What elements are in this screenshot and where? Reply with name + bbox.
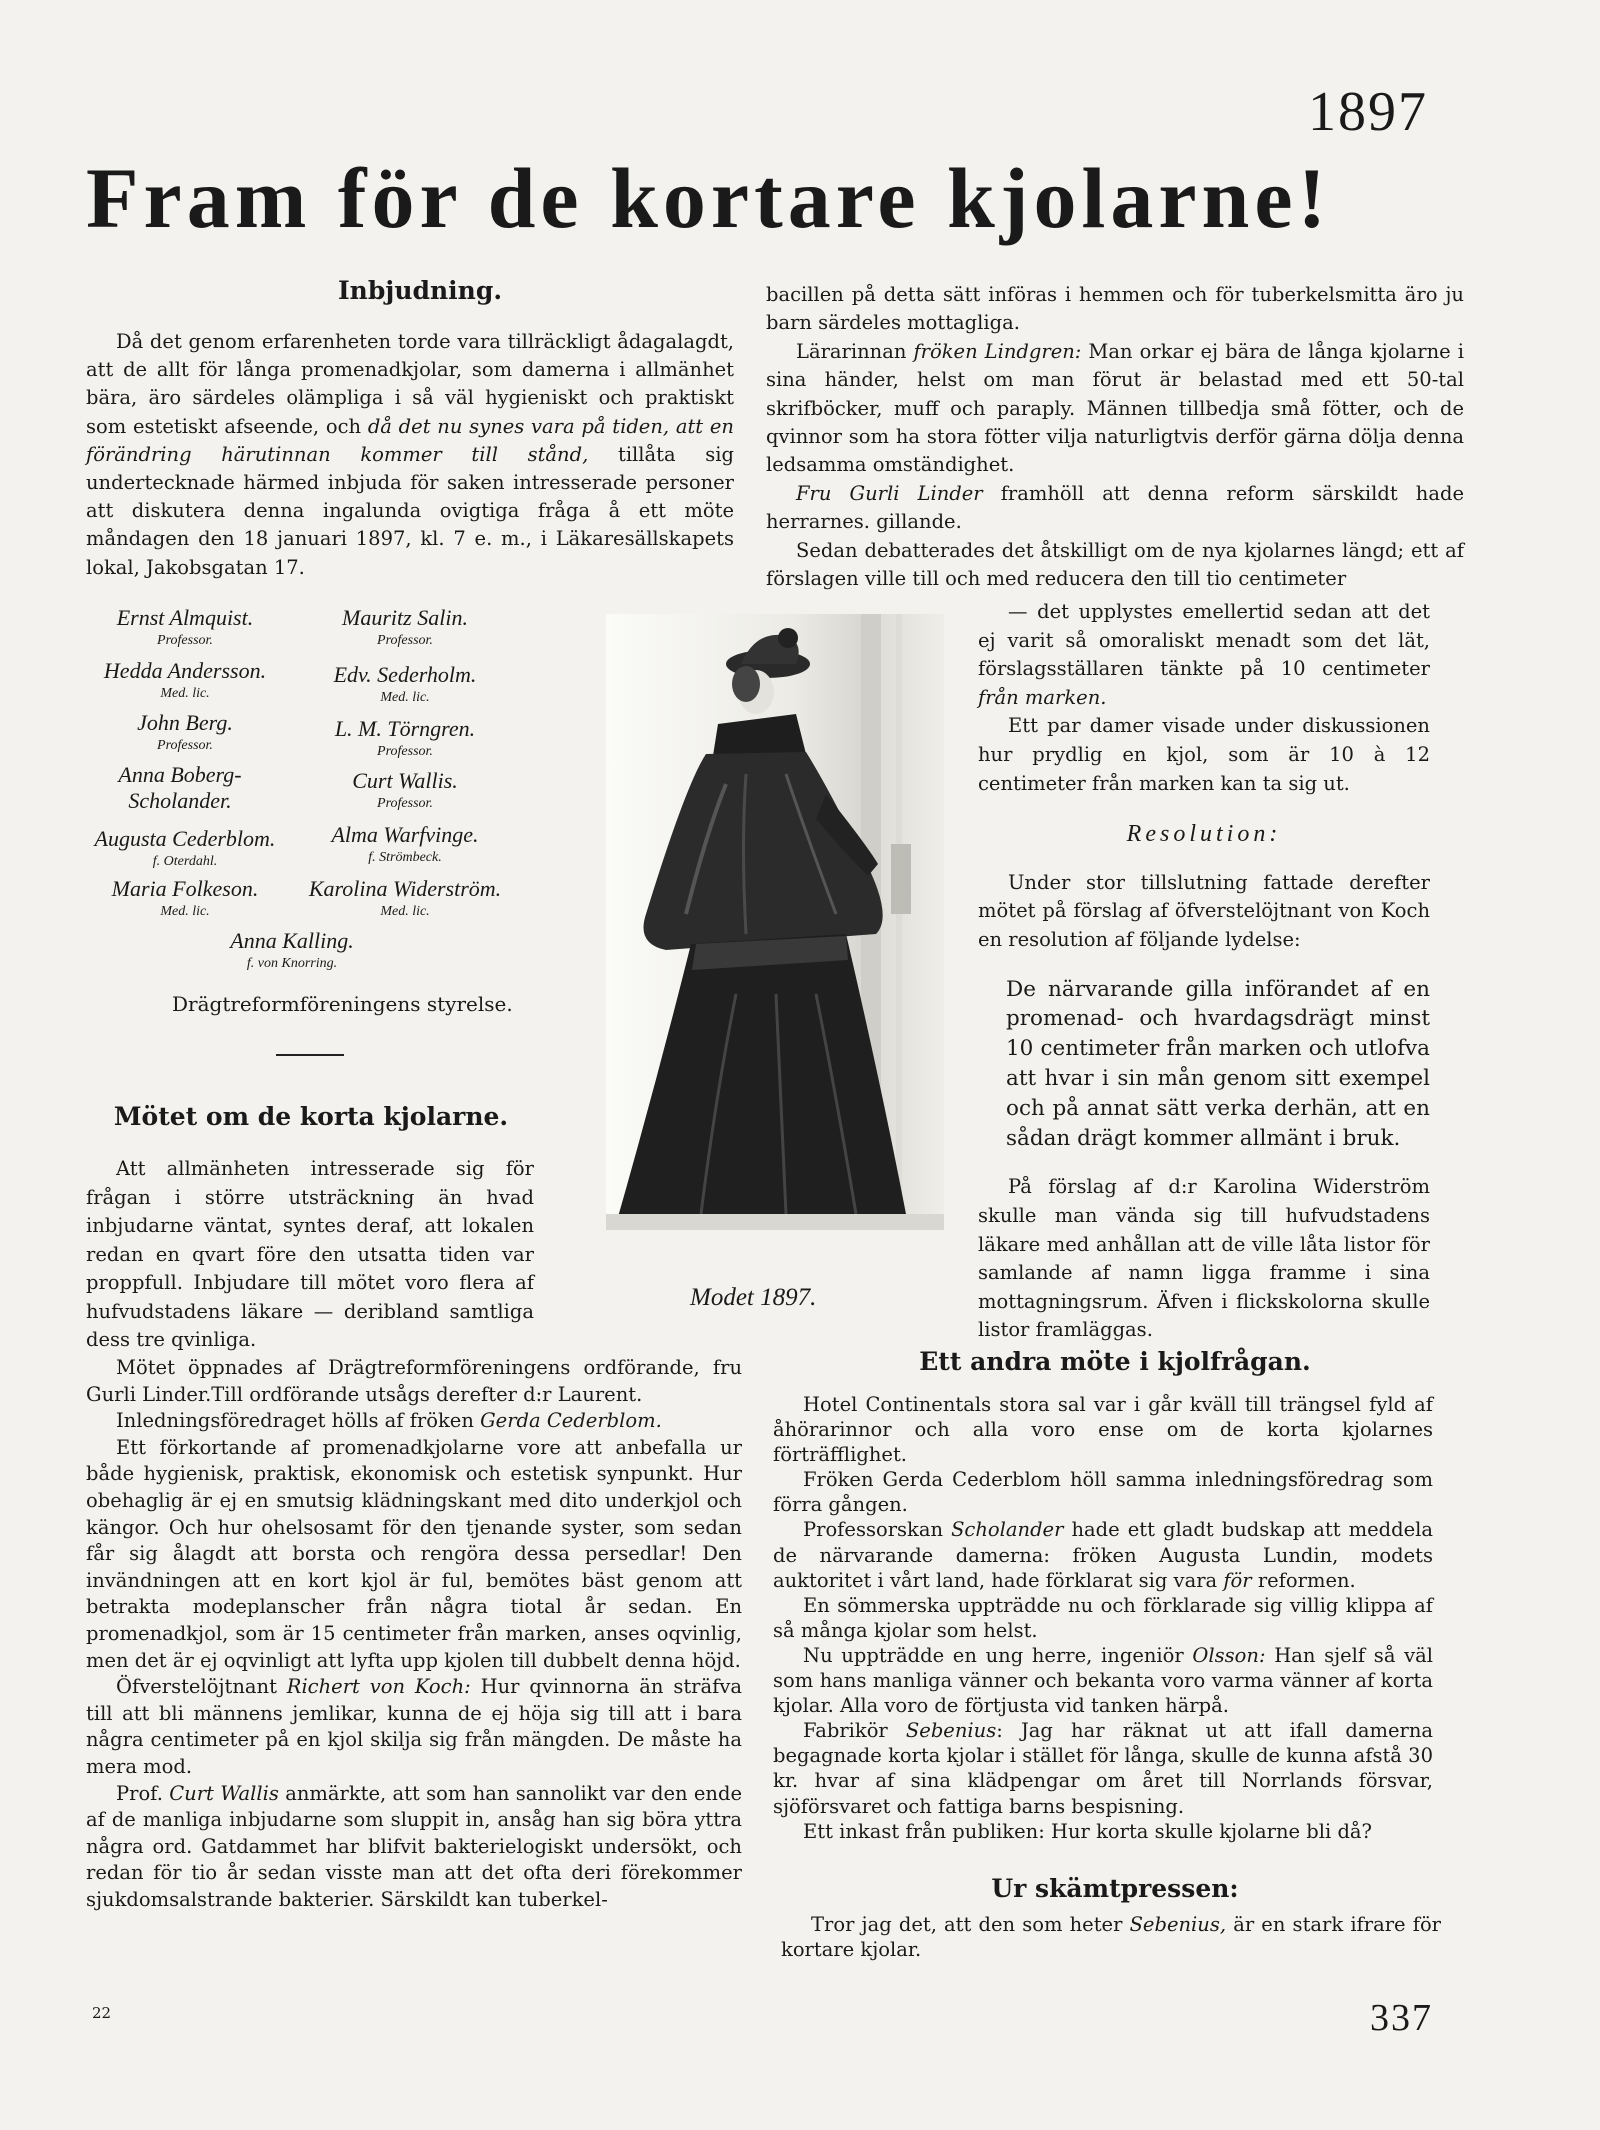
right-narrow	[978, 598, 1430, 1345]
meeting-wide	[86, 1355, 742, 1913]
second-p7: Ett inkast från publiken: Hur korta skulle kjolarne bli då?	[803, 1819, 1373, 1843]
right-p2: Lärarinnan fröken Lindgren: Man orkar ej bära de långa kjolarne i sina händer, helst om man förut är belastad med ett 50-tal skrifböcker, muff och paraply. Männen tillbedja små fötter, och de qvinnor som ha stora fötter vilja naturligtvis derför gärna dölja denna ledsamma omständighet.	[766, 339, 1464, 477]
meeting-p5: Öfverstelöjtnant Richert von Koch: Hur qvinnorna än sträfva till att bli männens jemlikar, kunna de ej höja sig till att i bara några centimeter på en kjol skilja sig från mängden. De måste ha mera mod.	[86, 1675, 742, 1778]
signatory: Maria Folkeson. Med. lic.	[111, 876, 259, 919]
signatory: Anna Boberg-Scholander.	[118, 762, 242, 813]
meeting-p6: Prof. Curt Wallis anmärkte, att som han sannolikt var den ende af de manliga inbjudarne som sluppit in, ansåg han sig böra yttra några ord. Gatdammet har blifvit bakterielogiskt undersökt, och redan för tio år sedan visste man att det ofta deri förekommer sjukdomsalstrande bakterier. Särskildt kan tuberkel-	[86, 1781, 743, 1911]
signatory: Augusta Cederblom. f. Oterdahl.	[94, 826, 276, 869]
right-top	[766, 281, 1464, 593]
meeting-narrow	[86, 1155, 534, 1355]
second-p2: Fröken Gerda Cederblom höll samma inledningsföredrag som förra gången.	[773, 1468, 1433, 1517]
second-p3: Professorskan Scholander hade ett gladt budskap att meddela de närvarande damerna: fröken Augusta Lundin, modets auktoritet i vårt land, hade förklarat sig vara för reformen.	[773, 1518, 1433, 1592]
signatory: John Berg. Professor.	[137, 710, 233, 753]
right-p3: Fru Gurli Linder framhöll att denna reform särskildt hade herrarnes. gillande.	[766, 481, 1465, 534]
second-meeting	[773, 1392, 1433, 1844]
invitation-text: Då det genom erfarenheten torde vara tillräckligt ådagalagdt, att de allt för långa promenadkjolar, som damerna i allmänhet bära, äro särdeles olämpliga i så väl hygieniskt och praktiskt som estetiskt afseende, och då det nu synes vara på tiden, att en förändring härutinnan kommer till stånd, tillåta sig undertecknade härmed inbjuda för saken intresserade personer att diskutera denna ingalunda ovigtiga fråga å ett möte måndagen den 18 januari 1897, kl. 7 e. m., i Läkaresällskapets lokal, Jakobsgatan 17.	[86, 330, 735, 579]
fashion-illustration	[606, 614, 944, 1230]
board-signature: Drägtreformföreningens styrelse.	[172, 992, 513, 1016]
right-p4-cont: — det upplystes emellertid sedan att det ej varit så omoraliskt menadt som det lät, förslagsställaren tänkte på 10 centimeter från marken.	[978, 600, 1430, 709]
humor-p1: Tror jag det, att den som heter Sebenius, är en stark ifrare för kortare kjolar.	[781, 1913, 1442, 1961]
second-p5: Nu uppträdde en ung herre, ingeniör Olsson: Han sjelf så väl som hans manliga vänner och bekanta voro varma vänner af korta kjolar. Alla voro de förtjusta vid tanken härpå.	[773, 1643, 1434, 1718]
meeting-heading: Mötet om de korta kjolarne.	[113, 1102, 509, 1131]
meeting-p4: Ett förkortande af promenadkjolarne vore att anbefalla ur både hygienisk, praktisk, ekonomisk och estetisk synpunkt. Hur obehaglig är ej en smutsig klädningskant med dito underkjol och kängor. Och hur ohelsosamt för den tjenande syster, som sedan får sig ålagdt att borsta och rengöra dessa persedlar! Den invändningen att en kort kjol är ful, bemötes bäst genom att betrakta modeplanscher från några tiotal år sedan. En promenadkjol, som är 15 centimeter från marken, anses oqvinlig, men det är ej oqvinligt att lyfta upp kjolen till dubbelt denna höjd.	[86, 1435, 742, 1672]
year: 1897	[1308, 81, 1428, 143]
signatory: Hedda Andersson. Med. lic.	[103, 658, 267, 701]
right-p4: Sedan debatterades det åtskilligt om de nya kjolarnes längd; ett af förslagen ville till och med reducera den till tio centimeter	[766, 538, 1464, 591]
signatory: Karolina Widerström. Med. lic.	[308, 876, 502, 919]
second-p4: En sömmerska uppträdde nu och förklarade sig villig klippa af så många kjolar som helst.	[773, 1593, 1433, 1642]
resolution-intro: Under stor tillslutning fattade derefter mötet på förslag af öfverstelöjtnant von Koch en resolution af följande lydelse:	[978, 870, 1430, 951]
second-p6: Fabrikör Sebenius: Jag har räknat ut att ifall damerna begagnade korta kjolar i stället för långa, skulle de kunna afstå 30 kr. hvar af sina klädpengar om året till Norrlands försvar, sjöförsvaret och fattiga barns bespisning.	[773, 1719, 1433, 1818]
image-caption: Modet 1897.	[690, 1284, 817, 1311]
invitation-emphasis: då det nu synes vara på tiden, att en förändring härutinnan kommer till stånd,	[86, 414, 734, 466]
meeting-p3: Inledningsföredraget hölls af fröken Gerda Cederblom.	[116, 1409, 662, 1433]
signatory: Mauritz Salin. Professor.	[342, 605, 468, 648]
divider	[276, 1054, 344, 1056]
second-p1: Hotel Continentals stora sal var i går kväll till trängsel fyld af åhörarinnor och alla voro ense om de korta kjolarnes förträfflighet.	[773, 1393, 1433, 1467]
meeting-p1: Att allmänheten intresserade sig för frågan i större utsträckning än hvad inbjudarne väntat, syntes deraf, att lokalen redan en qvart före den utsatta tiden var proppfull. Inbjudare till mötet voro flera af hufvudstadens läkare — deribland samtliga dess tre qvinliga.	[86, 1157, 534, 1351]
page-number-left: 22	[92, 2004, 112, 2022]
resolution-quote: De närvarande gilla införandet af en promenad- och hvardagsdrägt minst 10 centimeter från marken och utlofva att hvar i sin mån genom sitt exempel och på annat sätt verka derhän, att en sådan drägt kommer allmänt i bruk.	[1006, 976, 1430, 1151]
signatory: Ernst Almquist. Professor.	[116, 605, 254, 648]
page-number-right: 337	[1370, 1997, 1433, 2039]
signatory: Edv. Sederholm. Med. lic.	[333, 662, 477, 705]
signatory: Anna Kalling. f. von Knorring.	[230, 928, 354, 971]
signatory: Curt Wallis. Professor.	[352, 768, 458, 811]
resolution-after: På förslag af d:r Karolina Widerström skulle man vända sig till hufvudstadens läkare med anhållan att de ville låta listor för samlande af namn ligga framme i sina mottagningsrum. Äfven i flickskolorna skulle listor framläggas.	[978, 1175, 1430, 1342]
signatory: L. M. Törngren. Professor.	[334, 716, 476, 759]
right-p1: bacillen på detta sätt införas i hemmen och för tuberkelsmitta äro ju barn särdeles mottagliga.	[766, 283, 1464, 335]
invitation-heading: Inbjudning.	[337, 276, 503, 305]
signatory: Alma Warfvinge. f. Strömbeck.	[331, 822, 479, 865]
resolution-heading: Resolution:	[1126, 821, 1282, 848]
meeting-p2: Mötet öppnades af Drägtreformföreningens ordförande, fru Gurli Linder.Till ordförande utsågs derefter d:r Laurent.	[86, 1356, 742, 1406]
second-meeting-heading: Ett andra möte i kjolfrågan.	[919, 1347, 1311, 1376]
woman-in-dress-image	[606, 614, 944, 1230]
page-title: Fram för de kortare kjolarne!	[86, 150, 1332, 246]
right-p5: Ett par damer visade under diskussionen hur prydlig en kjol, som är 10 à 12 centimeter från marken kan ta sig ut.	[978, 714, 1430, 795]
humor-heading: Ur skämtpressen:	[991, 1874, 1239, 1903]
humor-section	[781, 1912, 1441, 1962]
invitation-section	[86, 274, 734, 582]
